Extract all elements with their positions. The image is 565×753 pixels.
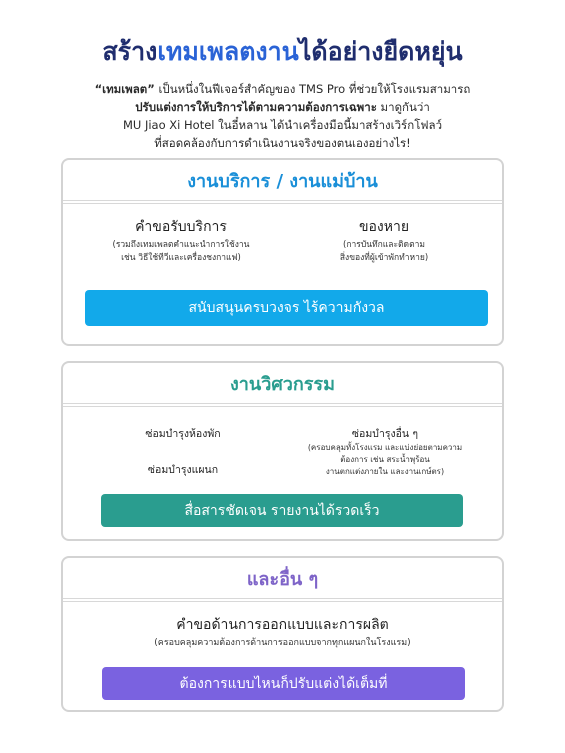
others-heading: และอื่น ๆ <box>246 568 319 590</box>
title-part-2: เทมเพลตงาน <box>157 37 299 66</box>
title-part-3: ได้อย่างยืดหยุ่น <box>298 37 463 66</box>
lost-found-title: ของหาย <box>358 219 410 235</box>
department-maintenance-item: ซ่อมบำรุงแผนก <box>147 464 219 476</box>
housekeeping-cta-button[interactable]: สนับสนุนครบวงจร ไร้ความกังวล <box>85 290 488 326</box>
design-request-sub: (ครอบคลุมความต้องการด้านการออกแบบจากทุกแผนกในโรงแรม) <box>154 638 411 648</box>
other-maintenance-block <box>285 425 485 478</box>
lost-found-sub-1: (การบันทึกและติดตาม <box>343 240 425 250</box>
intro-text-1: เป็นหนึ่งในฟีเจอร์สำคัญของ TMS Pro ที่ช่วยให้โรงแรมสามารถ <box>154 82 471 96</box>
design-request-title: คำขอด้านการออกแบบและการผลิต <box>176 617 389 633</box>
other-maintenance-sub-2: ต้องการ เช่น สระน้ำพุร้อน <box>340 455 430 464</box>
divider <box>63 200 502 204</box>
intro-text-2: มาดูกันว่า <box>376 100 430 114</box>
intro-line-1 <box>60 80 505 98</box>
intro-line-4: ที่สอดคล้องกับการดำเนินงานจริงของตนเองอย่างไร! <box>154 136 411 150</box>
page-title <box>0 34 565 70</box>
others-cta-button[interactable]: ต้องการแบบไหนก็ปรับแต่งได้เต็มที่ <box>102 667 465 700</box>
room-maintenance-item: ซ่อมบำรุงห้องพัก <box>145 428 221 440</box>
intro-bold-1: “เทมเพลต” <box>94 82 155 96</box>
intro-line-2 <box>60 98 505 116</box>
other-maintenance-sub-1: (ครอบคลุมทั้งโรงแรม และแบ่งย่อยตามความ <box>307 443 463 452</box>
title-part-1: สร้าง <box>102 37 158 66</box>
intro-line-3: MU Jiao Xi Hotel ในอี๋หลาน ได้นำเครื่องมือนี้มาสร้างเวิร์กโฟลว์ <box>122 118 443 132</box>
service-request-block <box>101 218 261 265</box>
other-maintenance-title: ซ่อมบำรุงอื่น ๆ <box>351 428 419 440</box>
others-card <box>61 556 504 712</box>
design-request-block <box>63 616 502 650</box>
intro-paragraph <box>60 80 505 152</box>
intro-bold-2: ปรับแต่งการให้บริการได้ตามความต้องการเฉพาะ <box>135 100 377 114</box>
other-maintenance-sub-3: งานตกแต่งภายใน และงานเกษ์ตร) <box>325 467 445 476</box>
lost-found-sub-2: สิ่งของที่ผู้เข้าพักทำหาย) <box>339 253 429 263</box>
engineering-heading: งานวิศวกรรม <box>230 373 335 395</box>
service-request-sub-1: (รวมถึงเทมเพลตคำแนะนำการใช้งาน <box>112 240 250 250</box>
service-request-title: คำขอรับบริการ <box>135 219 227 235</box>
housekeeping-heading: งานบริการ / งานแม่บ้าน <box>187 170 378 192</box>
housekeeping-card <box>61 158 504 346</box>
service-request-sub-2: เช่น วิธีใช้ทีวีและเครื่องชงกาแฟ) <box>121 253 241 263</box>
divider <box>63 598 502 602</box>
divider <box>63 403 502 407</box>
engineering-card <box>61 361 504 541</box>
engineering-cta-button[interactable]: สื่อสารชัดเจน รายงานได้รวดเร็ว <box>101 494 463 527</box>
lost-found-block <box>309 218 459 265</box>
